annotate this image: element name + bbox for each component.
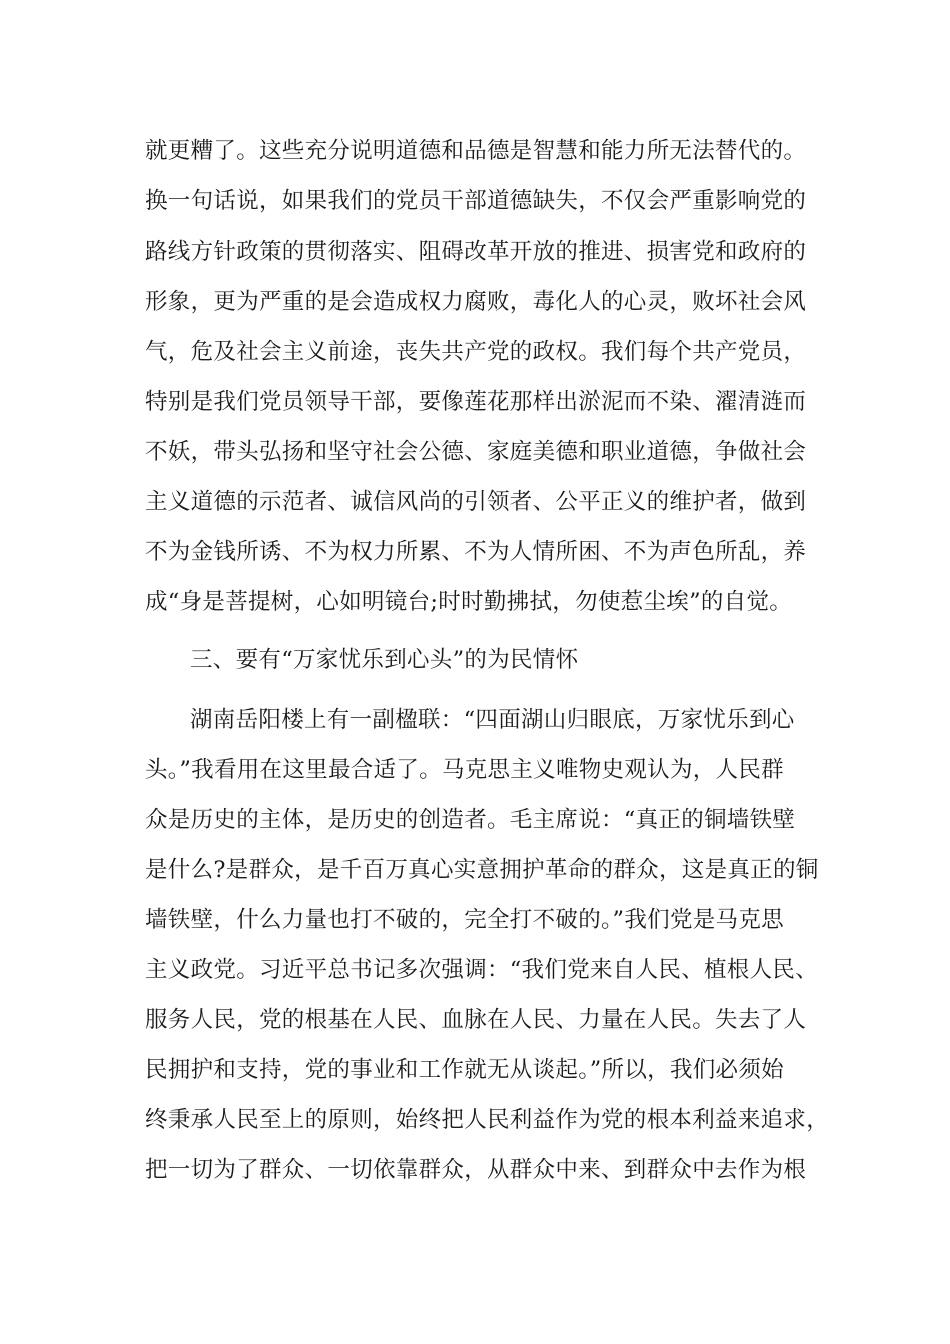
body-text-line: 头。”我看用在这里最合适了。马克思主义唯物史观认为，人民群 [145,757,784,783]
body-text-line: 形象，更为严重的是会造成权力腐败，毒化人的心灵，败坏社会风 [145,289,807,315]
body-text-line: 终秉承人民至上的原则，始终把人民利益作为党的根本利益来追求， [145,1107,830,1133]
body-text-line: 把一切为了群众、一切依靠群众，从群众中来、到群众中去作为根 [145,1157,807,1183]
body-text-line: 成“身是菩提树，心如明镜台;时时勤拂拭，勿使惹尘埃”的自觉。 [145,589,793,615]
body-text-line: 是什么?是群众，是千百万真心实意拥护革命的群众，这是真正的铜 [145,857,819,883]
body-text-line: 特别是我们党员领导干部，要像莲花那样出淤泥而不染、濯清涟而 [145,389,807,415]
body-text-line: 众是历史的主体，是历史的创造者。毛主席说：“真正的铜墙铁壁 [145,807,796,833]
body-text-line: 主义道德的示范者、诚信风尚的引领者、公平正义的维护者，做到 [145,489,807,515]
body-text-line: 换一句话说，如果我们的党员干部道德缺失，不仅会严重影响党的 [145,188,807,214]
body-text-line: 不妖，带头弘扬和坚守社会公德、家庭美德和职业道德，争做社会 [145,439,807,465]
body-text-line: 湖南岳阳楼上有一副楹联：“四面湖山归眼底，万家忧乐到心 [190,707,795,733]
body-text-line: 主义政党。习近平总书记多次强调：“我们党来自人民、植根人民、 [145,957,819,983]
section-heading: 三、要有“万家忧乐到心头”的为民情怀 [190,647,579,673]
body-text-line: 不为金钱所诱、不为权力所累、不为人情所困、不为声色所乱，养 [145,539,807,565]
body-text-line: 气，危及社会主义前途，丧失共产党的政权。我们每个共产党员， [145,339,807,365]
body-text-line: 墙铁壁，什么力量也打不破的，完全打不破的。”我们党是马克思 [145,907,784,933]
body-text-line: 路线方针政策的贯彻落实、阻碍改革开放的推进、损害党和政府的 [145,239,807,265]
body-text-line: 民拥护和支持，党的事业和工作就无从谈起。”所以，我们必须始 [145,1057,784,1083]
body-text-line: 就更糟了。这些充分说明道德和品德是智慧和能力所无法替代的。 [145,138,807,164]
body-text-line: 服务人民，党的根基在人民、血脉在人民、力量在人民。失去了人 [145,1007,807,1033]
